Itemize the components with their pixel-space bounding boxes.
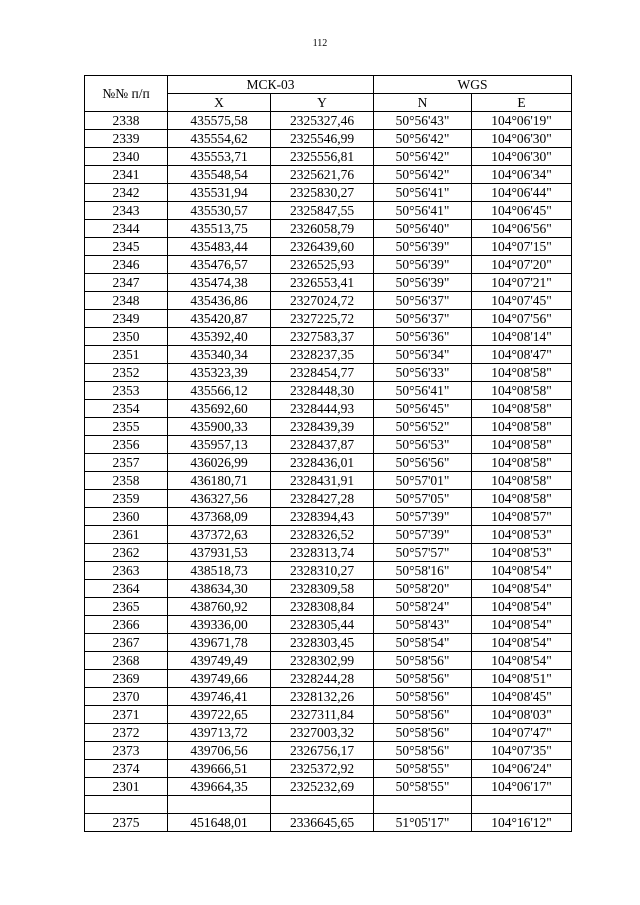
cell-n: 50°58'56": [374, 688, 472, 706]
table-row: [85, 418, 572, 436]
cell-e: 104°08'57": [472, 508, 572, 526]
cell-y: 2328448,30: [271, 382, 374, 400]
cell-x: 435476,57: [168, 256, 271, 274]
cell-point-number: 2362: [85, 544, 168, 562]
cell-n: 50°56'45": [374, 400, 472, 418]
cell-e: 104°06'17": [472, 778, 572, 796]
table-row: [85, 490, 572, 508]
cell-n: 50°58'55": [374, 760, 472, 778]
cell-point-number: 2350: [85, 328, 168, 346]
table-row: [85, 706, 572, 724]
cell-n: 50°56'41": [374, 184, 472, 202]
cell-x: 439722,65: [168, 706, 271, 724]
table-row: [85, 274, 572, 292]
cell-point-number: 2356: [85, 436, 168, 454]
table-row: [85, 166, 572, 184]
cell-x: 435420,87: [168, 310, 271, 328]
cell-e: 104°08'03": [472, 706, 572, 724]
cell-e: 104°06'30": [472, 130, 572, 148]
table-row: [85, 256, 572, 274]
cell-n: 50°58'20": [374, 580, 472, 598]
cell-point-number: 2301: [85, 778, 168, 796]
cell-x: 435436,86: [168, 292, 271, 310]
cell-x: 435530,57: [168, 202, 271, 220]
cell-e: 104°08'45": [472, 688, 572, 706]
cell-x: 435548,54: [168, 166, 271, 184]
cell-e: 104°08'54": [472, 634, 572, 652]
cell-y: 2327311,84: [271, 706, 374, 724]
table-row: [85, 526, 572, 544]
cell-y: 2328427,28: [271, 490, 374, 508]
cell-n: 50°56'40": [374, 220, 472, 238]
cell-x: 439664,35: [168, 778, 271, 796]
header-x: X: [168, 94, 271, 112]
cell-y: 2328439,39: [271, 418, 374, 436]
cell-point-number: 2360: [85, 508, 168, 526]
cell-n: 50°56'52": [374, 418, 472, 436]
cell-e: 104°06'45": [472, 202, 572, 220]
cell-e: 104°08'58": [472, 382, 572, 400]
cell-y: 2328313,74: [271, 544, 374, 562]
cell-y: 2326525,93: [271, 256, 374, 274]
cell-y: 2328310,27: [271, 562, 374, 580]
cell-x: 436180,71: [168, 472, 271, 490]
cell-point-number: 2357: [85, 454, 168, 472]
table-row: [85, 130, 572, 148]
cell-y: 2328237,35: [271, 346, 374, 364]
cell-y: 2327024,72: [271, 292, 374, 310]
cell-x: 439706,56: [168, 742, 271, 760]
cell-e: 104°06'19": [472, 112, 572, 130]
cell-y: 2328431,91: [271, 472, 374, 490]
page-number: 112: [312, 38, 328, 49]
cell-x: 435531,94: [168, 184, 271, 202]
table-row: [85, 292, 572, 310]
cell-point-number: 2361: [85, 526, 168, 544]
cell-n: 50°57'39": [374, 526, 472, 544]
cell-y: 2326058,79: [271, 220, 374, 238]
table-row-final: [85, 814, 572, 832]
table-row: [85, 472, 572, 490]
cell-e: 104°08'54": [472, 580, 572, 598]
cell-x: 435340,34: [168, 346, 271, 364]
cell-point-number: 2347: [85, 274, 168, 292]
cell-point-number: 2367: [85, 634, 168, 652]
cell-y: 2328305,44: [271, 616, 374, 634]
cell-n: 50°56'42": [374, 148, 472, 166]
cell-x: 435957,13: [168, 436, 271, 454]
cell-e: 104°07'35": [472, 742, 572, 760]
cell-x: 435554,62: [168, 130, 271, 148]
cell-x: 439671,78: [168, 634, 271, 652]
cell-n: 50°56'37": [374, 292, 472, 310]
cell-y: 2327583,37: [271, 328, 374, 346]
table-row: [85, 364, 572, 382]
cell-x: 435566,12: [168, 382, 271, 400]
cell-x: 439749,66: [168, 670, 271, 688]
table-row: [85, 634, 572, 652]
cell-y: 2325327,46: [271, 112, 374, 130]
cell-e: 104°08'58": [472, 472, 572, 490]
cell-y: 2326439,60: [271, 238, 374, 256]
table-row: [85, 778, 572, 796]
cell-e: 104°16'12": [472, 814, 572, 832]
cell-x: 436026,99: [168, 454, 271, 472]
cell-n: 50°56'39": [374, 274, 472, 292]
cell-n: 50°58'56": [374, 652, 472, 670]
cell-e: 104°06'30": [472, 148, 572, 166]
cell-n: 50°58'24": [374, 598, 472, 616]
cell-point-number: 2358: [85, 472, 168, 490]
cell-e: 104°06'44": [472, 184, 572, 202]
cell-n: 50°58'54": [374, 634, 472, 652]
cell-point-number: 2346: [85, 256, 168, 274]
cell-y: 2326553,41: [271, 274, 374, 292]
cell-n: 50°58'55": [374, 778, 472, 796]
cell-point-number: 2372: [85, 724, 168, 742]
table-row: [85, 382, 572, 400]
cell-x: 439666,51: [168, 760, 271, 778]
cell-y: 2325232,69: [271, 778, 374, 796]
cell-x: 435553,71: [168, 148, 271, 166]
cell-e: 104°08'54": [472, 652, 572, 670]
cell-point-number: 2371: [85, 706, 168, 724]
cell-e: 104°08'53": [472, 544, 572, 562]
cell-e: 104°06'56": [472, 220, 572, 238]
cell-e: 104°07'15": [472, 238, 572, 256]
cell-point-number: 2342: [85, 184, 168, 202]
table-row: [85, 616, 572, 634]
cell-n: 50°56'34": [374, 346, 472, 364]
cell-point-number: 2363: [85, 562, 168, 580]
cell-point-number: 2373: [85, 742, 168, 760]
table-row: [85, 238, 572, 256]
cell-n: 50°58'56": [374, 706, 472, 724]
table-row: [85, 742, 572, 760]
cell-x: 437372,63: [168, 526, 271, 544]
cell-x: 435474,38: [168, 274, 271, 292]
cell-x: 439336,00: [168, 616, 271, 634]
table-row: [85, 328, 572, 346]
cell-n: 50°56'39": [374, 238, 472, 256]
cell-n: 51°05'17": [374, 814, 472, 832]
cell-y: 2328444,93: [271, 400, 374, 418]
cell-e: 104°08'47": [472, 346, 572, 364]
cell-n: 50°56'36": [374, 328, 472, 346]
cell-e: 104°08'58": [472, 436, 572, 454]
cell-e: 104°08'58": [472, 418, 572, 436]
cell-x: 435513,75: [168, 220, 271, 238]
cell-e: 104°07'20": [472, 256, 572, 274]
table-row: [85, 562, 572, 580]
table-footer: [85, 796, 572, 832]
table-header: [85, 76, 572, 112]
cell-point-number: 2354: [85, 400, 168, 418]
cell-point-number: 2345: [85, 238, 168, 256]
cell-point-number: 2340: [85, 148, 168, 166]
cell-point-number: 2375: [85, 814, 168, 832]
cell-e: 104°08'53": [472, 526, 572, 544]
table-row: [85, 508, 572, 526]
table-row: [85, 400, 572, 418]
cell-x: 439713,72: [168, 724, 271, 742]
header-wgs: WGS: [374, 76, 572, 94]
table-row: [85, 760, 572, 778]
cell-x: 439746,41: [168, 688, 271, 706]
table-row: [85, 436, 572, 454]
table-row: [85, 346, 572, 364]
table-row: [85, 688, 572, 706]
cell-y: 2328326,52: [271, 526, 374, 544]
cell-n: 50°58'43": [374, 616, 472, 634]
cell-point-number: 2355: [85, 418, 168, 436]
cell-e: 104°06'24": [472, 760, 572, 778]
cell-e: 104°08'58": [472, 490, 572, 508]
header-n: N: [374, 94, 472, 112]
cell-y: 2325830,27: [271, 184, 374, 202]
cell-e: 104°08'58": [472, 454, 572, 472]
cell-e: 104°08'58": [472, 364, 572, 382]
table-body: [85, 112, 572, 796]
cell-e: 104°06'34": [472, 166, 572, 184]
cell-n: 50°56'42": [374, 166, 472, 184]
cell-x: 435692,60: [168, 400, 271, 418]
cell-x: 435483,44: [168, 238, 271, 256]
spacer-row: [85, 796, 572, 814]
cell-y: 2327003,32: [271, 724, 374, 742]
table-row: [85, 544, 572, 562]
cell-x: 437931,53: [168, 544, 271, 562]
cell-x: 435392,40: [168, 328, 271, 346]
header-point-number: №№ п/п: [85, 76, 168, 112]
cell-y: 2328302,99: [271, 652, 374, 670]
cell-point-number: 2366: [85, 616, 168, 634]
cell-n: 50°56'41": [374, 202, 472, 220]
table-row: [85, 202, 572, 220]
cell-n: 50°56'53": [374, 436, 472, 454]
cell-x: 438634,30: [168, 580, 271, 598]
cell-point-number: 2364: [85, 580, 168, 598]
cell-x: 435575,58: [168, 112, 271, 130]
cell-x: 439749,49: [168, 652, 271, 670]
cell-point-number: 2374: [85, 760, 168, 778]
cell-point-number: 2352: [85, 364, 168, 382]
cell-x: 437368,09: [168, 508, 271, 526]
table-row: [85, 148, 572, 166]
header-e: E: [472, 94, 572, 112]
cell-point-number: 2343: [85, 202, 168, 220]
cell-n: 50°57'05": [374, 490, 472, 508]
cell-e: 104°08'51": [472, 670, 572, 688]
cell-n: 50°58'16": [374, 562, 472, 580]
cell-y: 2328437,87: [271, 436, 374, 454]
cell-x: 435900,33: [168, 418, 271, 436]
cell-n: 50°56'39": [374, 256, 472, 274]
cell-point-number: 2344: [85, 220, 168, 238]
cell-point-number: 2338: [85, 112, 168, 130]
cell-n: 50°57'39": [374, 508, 472, 526]
cell-e: 104°07'45": [472, 292, 572, 310]
cell-e: 104°08'54": [472, 562, 572, 580]
cell-point-number: 2348: [85, 292, 168, 310]
cell-e: 104°08'54": [472, 598, 572, 616]
cell-e: 104°08'58": [472, 400, 572, 418]
table-row: [85, 652, 572, 670]
cell-x: 436327,56: [168, 490, 271, 508]
cell-point-number: 2349: [85, 310, 168, 328]
cell-x: 451648,01: [168, 814, 271, 832]
cell-n: 50°56'33": [374, 364, 472, 382]
cell-n: 50°58'56": [374, 670, 472, 688]
cell-point-number: 2359: [85, 490, 168, 508]
table-row: [85, 724, 572, 742]
table-row: [85, 220, 572, 238]
cell-n: 50°56'41": [374, 382, 472, 400]
cell-n: 50°57'01": [374, 472, 472, 490]
cell-y: 2336645,65: [271, 814, 374, 832]
cell-n: 50°58'56": [374, 724, 472, 742]
cell-y: 2325372,92: [271, 760, 374, 778]
cell-point-number: 2353: [85, 382, 168, 400]
cell-y: 2325546,99: [271, 130, 374, 148]
table-row: [85, 670, 572, 688]
cell-x: 438760,92: [168, 598, 271, 616]
cell-y: 2325847,55: [271, 202, 374, 220]
cell-y: 2328308,84: [271, 598, 374, 616]
cell-y: 2328436,01: [271, 454, 374, 472]
cell-n: 50°56'56": [374, 454, 472, 472]
cell-point-number: 2365: [85, 598, 168, 616]
header-msk03: МСК-03: [168, 76, 374, 94]
cell-n: 50°56'43": [374, 112, 472, 130]
cell-point-number: 2351: [85, 346, 168, 364]
cell-n: 50°57'57": [374, 544, 472, 562]
table-row: [85, 454, 572, 472]
cell-y: 2325556,81: [271, 148, 374, 166]
table-row: [85, 112, 572, 130]
table-row: [85, 184, 572, 202]
cell-y: 2325621,76: [271, 166, 374, 184]
cell-n: 50°58'56": [374, 742, 472, 760]
cell-n: 50°56'42": [374, 130, 472, 148]
cell-e: 104°07'56": [472, 310, 572, 328]
cell-x: 438518,73: [168, 562, 271, 580]
cell-x: 435323,39: [168, 364, 271, 382]
cell-y: 2328454,77: [271, 364, 374, 382]
cell-e: 104°08'14": [472, 328, 572, 346]
cell-point-number: 2339: [85, 130, 168, 148]
coordinates-table: [84, 75, 572, 832]
cell-y: 2328394,43: [271, 508, 374, 526]
cell-e: 104°08'54": [472, 616, 572, 634]
header-y: Y: [271, 94, 374, 112]
table-row: [85, 598, 572, 616]
cell-y: 2328132,26: [271, 688, 374, 706]
cell-point-number: 2341: [85, 166, 168, 184]
cell-y: 2326756,17: [271, 742, 374, 760]
cell-n: 50°56'37": [374, 310, 472, 328]
cell-y: 2328244,28: [271, 670, 374, 688]
cell-y: 2328303,45: [271, 634, 374, 652]
table-row: [85, 580, 572, 598]
cell-e: 104°07'21": [472, 274, 572, 292]
table-row: [85, 310, 572, 328]
cell-point-number: 2369: [85, 670, 168, 688]
cell-y: 2327225,72: [271, 310, 374, 328]
cell-point-number: 2368: [85, 652, 168, 670]
cell-e: 104°07'47": [472, 724, 572, 742]
cell-y: 2328309,58: [271, 580, 374, 598]
cell-point-number: 2370: [85, 688, 168, 706]
